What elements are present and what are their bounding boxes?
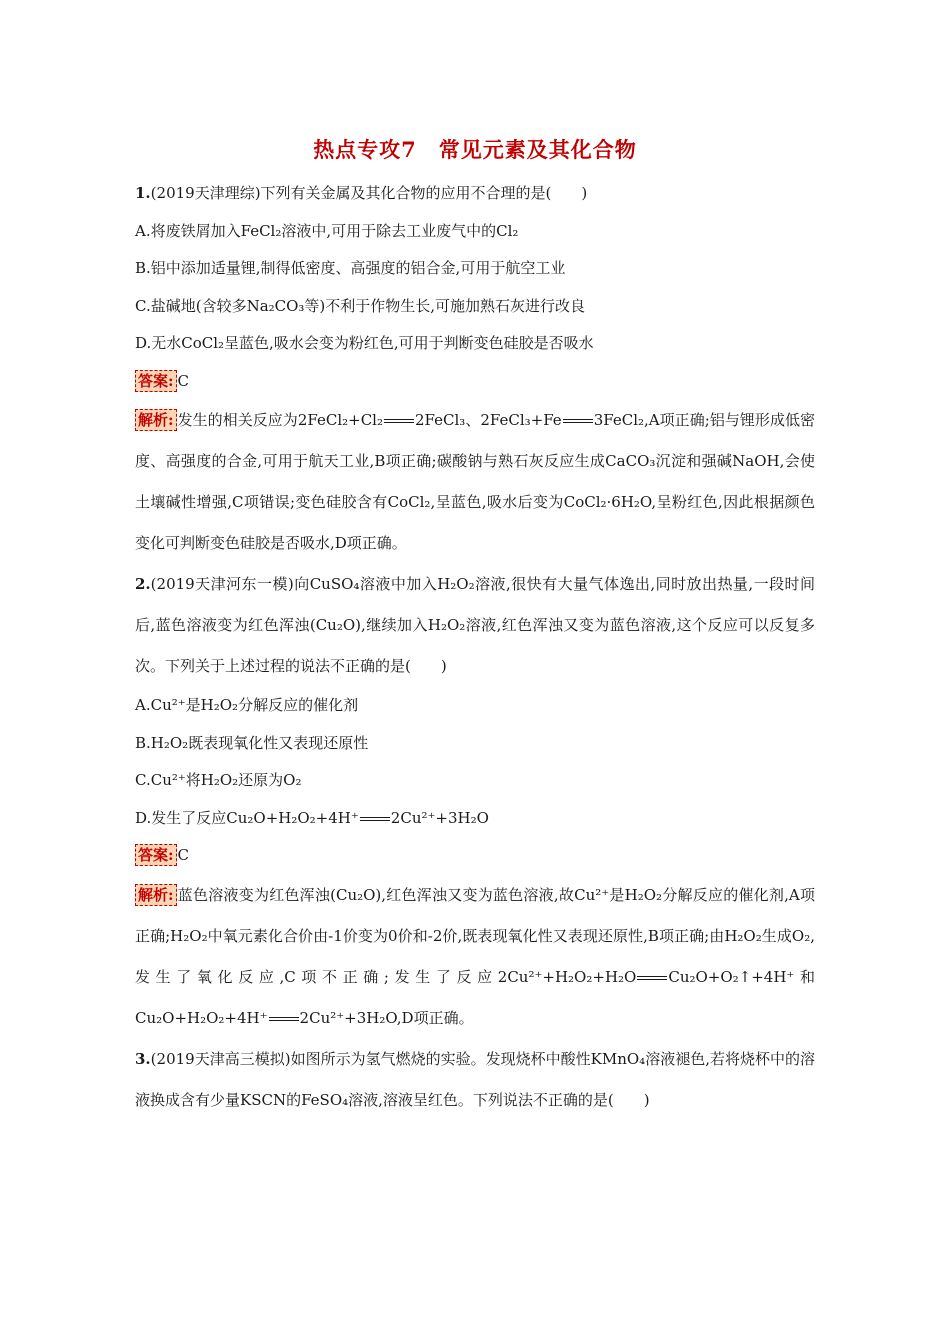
question-2-text: (2019天津河东一模)向CuSO₄溶液中加入H₂O₂溶液,很快有大量气体逸出,同时放出热量,一段时间后,蓝色溶液变为红色浑浊(Cu₂O),继续加入H₂O₂溶液,红色浑浊又变为蓝色溶液,这个反应可以反复多次。下列关于上述过程的说法不正确的是( ) <box>135 575 815 675</box>
question-2-number: 2. <box>135 575 151 593</box>
question-1-option-b: B.铝中添加适量锂,制得低密度、高强度的铝合金,可用于航空工业 <box>135 259 566 277</box>
option-d-part-1: D.发生了反应Cu₂O+H₂O₂+4H⁺ <box>135 808 359 827</box>
answer-label: 答案: <box>135 370 177 392</box>
question-2-option-b: B.H₂O₂既表现氧化性又表现还原性 <box>135 733 369 752</box>
question-1-answer-value: C <box>177 371 190 390</box>
question-2-option-d <box>135 800 815 838</box>
question-1-text: (2019天津理综)下列有关金属及其化合物的应用不合理的是( ) <box>150 184 588 202</box>
question-2-option-a: A.Cu²⁺是H₂O₂分解反应的催化剂 <box>135 696 359 714</box>
question-1-answer <box>135 363 815 401</box>
analysis-2-part-1: 蓝色溶液变为红色浑浊(Cu₂O),红色浑浊又变为蓝色溶液,故Cu²⁺是H₂O₂分解反应的催化剂,A项正确;H₂O₂中氧元素化合价由-1价变为0价和-2价,既表现氧化性又表现还原性,B项正确;由H₂O₂生成O₂,发生了氧化反应,C项不正确;发生了反应2Cu²⁺+H₂O₂+H₂O <box>135 885 815 986</box>
reaction-equals-sign <box>360 814 390 824</box>
question-2-answer-value: C <box>177 846 190 864</box>
question-2-answer <box>135 837 815 875</box>
question-1-option-a: A.将废铁屑加入FeCl₂溶液中,可用于除去工业废气中的Cl₂ <box>135 221 519 240</box>
analysis-2-part-3: 2Cu²⁺+3H₂O,D项正确。 <box>299 1008 474 1027</box>
page-title: 热点专攻7 常见元素及其化合物 <box>313 137 637 162</box>
question-3-number: 3. <box>135 1049 151 1068</box>
question-3-text: (2019天津高三模拟)如图所示为氢气燃烧的实验。发现烧杯中酸性KMnO₄溶液褪色,若将烧杯中的溶液换成含有少量KSCN的FeSO₄溶液,溶液呈红色。下列说法不正确的是( ) <box>135 1049 815 1109</box>
answer-label: 答案: <box>135 844 177 866</box>
question-1-option-c: C.盐碱地(含较多Na₂CO₃等)不利于作物生长,可施加熟石灰进行改良 <box>135 296 586 315</box>
reaction-equals-sign <box>269 1014 299 1024</box>
question-1-stem <box>135 175 815 213</box>
option-d-part-2: 2Cu²⁺+3H₂O <box>390 808 489 827</box>
question-1-option-d: D.无水CoCl₂呈蓝色,吸水会变为粉红色,可用于判断变色硅胶是否吸水 <box>135 334 594 352</box>
question-2-analysis <box>135 875 815 1039</box>
question-1-analysis <box>135 400 815 564</box>
reaction-equals-sign <box>563 416 593 426</box>
analysis-1-part-2: 2FeCl₃、2FeCl₃+Fe <box>415 411 562 429</box>
question-1-number: 1. <box>135 184 151 202</box>
analysis-1-part-1: 发生的相关反应为2FeCl₂+Cl₂ <box>177 411 383 429</box>
question-2-stem <box>135 564 815 687</box>
reaction-equals-sign <box>384 416 414 426</box>
analysis-label: 解析: <box>135 884 177 906</box>
document-page <box>135 135 815 1121</box>
reaction-equals-sign <box>637 973 667 983</box>
analysis-2-part-2: Cu₂O+O₂↑+4H⁺和Cu₂O+H₂O₂+4H⁺ <box>135 967 815 1027</box>
analysis-label: 解析: <box>135 409 177 431</box>
question-3-stem <box>135 1039 815 1121</box>
analysis-1-part-3: 3FeCl₂,A项正确;铝与锂形成低密度、高强度的合金,可用于航天工业,B项正确;碳酸钠与熟石灰反应生成CaCO₃沉淀和强碱NaOH,会使土壤碱性增强,C项错误;变色硅胶含有CoCl₂,呈蓝色,吸水后变为CoCl₂·6H₂O,呈粉红色,因此根据颜色变化可判断变色硅胶是否吸水,D项正确。 <box>135 411 816 552</box>
question-2-option-c: C.Cu²⁺将H₂O₂还原为O₂ <box>135 771 302 789</box>
